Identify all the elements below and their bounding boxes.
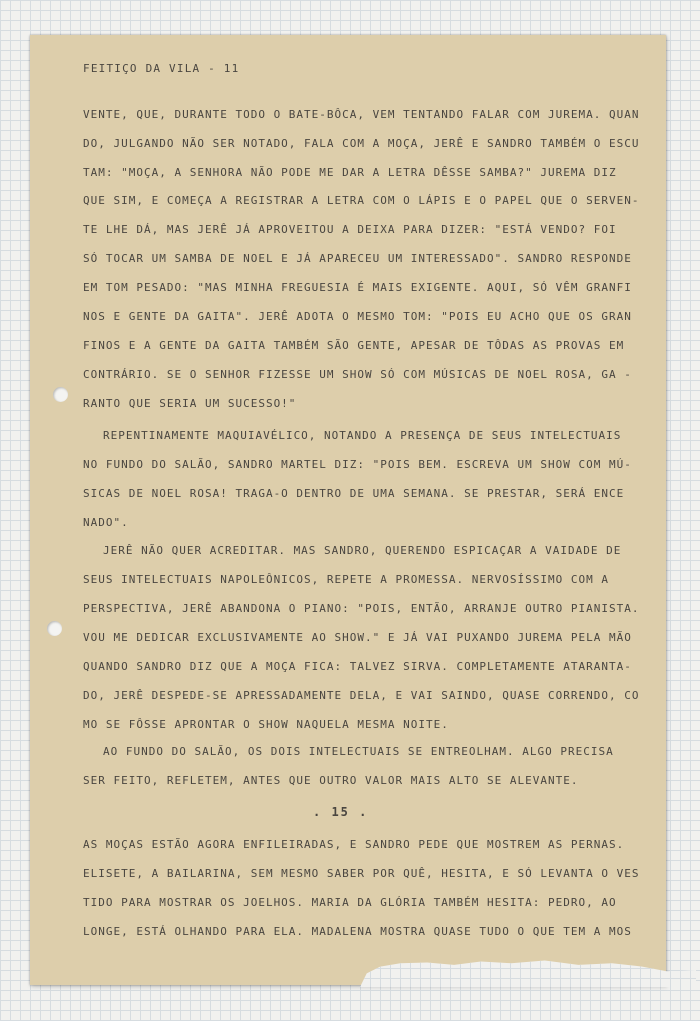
text-line: DO, JULGANDO NÃO SER NOTADO, FALA COM A MOÇA, JERÊ E SANDRO TAMBÉM O ESCU (83, 137, 640, 150)
text-line: QUANDO SANDRO DIZ QUE A MOÇA FICA: TALVEZ SIRVA. COMPLETAMENTE ATARANTA- (83, 660, 632, 673)
text-line: ELISETE, A BAILARINA, SEM MESMO SABER POR QUÊ, HESITA, E SÓ LEVANTA O VES (83, 867, 640, 880)
text-line: SER FEITO, REFLETEM, ANTES QUE OUTRO VALOR MAIS ALTO SE ALEVANTE. (83, 774, 579, 787)
page-header: FEITIÇO DA VILA - 11 (83, 62, 240, 75)
text-line: QUE SIM, E COMEÇA A REGISTRAR A LETRA COM O LÁPIS E O PAPEL QUE O SERVEN- (83, 194, 640, 207)
text-line: JERÊ NÃO QUER ACREDITAR. MAS SANDRO, QUERENDO ESPICAÇAR A VAIDADE DE (103, 544, 622, 557)
text-line: SÓ TOCAR UM SAMBA DE NOEL E JÁ APARECEU UM INTERESSADO". SANDRO RESPONDE (83, 252, 632, 265)
text-line: AS MOÇAS ESTÃO AGORA ENFILEIRADAS, E SANDRO PEDE QUE MOSTREM AS PERNAS. (83, 838, 625, 851)
text-line: NO FUNDO DO SALÃO, SANDRO MARTEL DIZ: "POIS BEM. ESCREVA UM SHOW COM MÚ- (83, 458, 632, 471)
text-line: FINOS E A GENTE DA GAITA TAMBÉM SÃO GENTE, APESAR DE TÔDAS AS PROVAS EM (83, 339, 625, 352)
text-line: EM TOM PESADO: "MAS MINHA FREGUESIA É MAIS EXIGENTE. AQUI, SÓ VÊM GRANFI (83, 281, 632, 294)
text-line: TIDO PARA MOSTRAR OS JOELHOS. MARIA DA GLÓRIA TAMBÉM HESITA: PEDRO, AO (83, 896, 617, 909)
text-line: RANTO QUE SERIA UM SUCESSO!" (83, 397, 297, 410)
text-line: PERSPECTIVA, JERÊ ABANDONA O PIANO: "POIS, ENTÃO, ARRANJE OUTRO PIANISTA. (83, 602, 640, 615)
text-line: TAM: "MOÇA, A SENHORA NÃO PODE ME DAR A LETRA DÊSSE SAMBA?" JUREMA DIZ (83, 166, 617, 179)
text-line: MO SE FÔSSE APRONTAR O SHOW NAQUELA MESMA NOITE. (83, 718, 449, 731)
text-line: DO, JERÊ DESPEDE-SE APRESSADAMENTE DELA, E VAI SAINDO, QUASE CORRENDO, CO (83, 689, 640, 702)
punch-hole-top (53, 387, 68, 402)
scene-number: . 15 . (313, 805, 369, 819)
text-line: VOU ME DEDICAR EXCLUSIVAMENTE AO SHOW." E JÁ VAI PUXANDO JUREMA PELA MÃO (83, 631, 632, 644)
text-line: VENTE, QUE, DURANTE TODO O BATE-BÔCA, VEM TENTANDO FALAR COM JUREMA. QUAN (83, 108, 640, 121)
text-line: REPENTINAMENTE MAQUIAVÉLICO, NOTANDO A PRESENÇA DE SEUS INTELECTUAIS (103, 429, 622, 442)
text-line: AO FUNDO DO SALÃO, OS DOIS INTELECTUAIS SE ENTREOLHAM. ALGO PRECISA (103, 745, 614, 758)
text-line: SEUS INTELECTUAIS NAPOLEÔNICOS, REPETE A PROMESSA. NERVOSÍSSIMO COM A (83, 573, 609, 586)
text-line: CONTRÁRIO. SE O SENHOR FIZESSE UM SHOW SÓ COM MÚSICAS DE NOEL ROSA, GA - (83, 368, 632, 381)
punch-hole-bottom (47, 621, 62, 636)
torn-edge (360, 953, 696, 987)
text-line: SICAS DE NOEL ROSA! TRAGA-O DENTRO DE UMA SEMANA. SE PRESTAR, SERÁ ENCE (83, 487, 625, 500)
text-line: NADO". (83, 516, 129, 529)
text-line: LONGE, ESTÁ OLHANDO PARA ELA. MADALENA MOSTRA QUASE TUDO O QUE TEM A MOS (83, 925, 632, 938)
text-line: TE LHE DÁ, MAS JERÊ JÁ APROVEITOU A DEIXA PARA DIZER: "ESTÁ VENDO? FOI (83, 223, 617, 236)
text-line: NOS E GENTE DA GAITA". JERÊ ADOTA O MESMO TOM: "POIS EU ACHO QUE OS GRAN (83, 310, 632, 323)
